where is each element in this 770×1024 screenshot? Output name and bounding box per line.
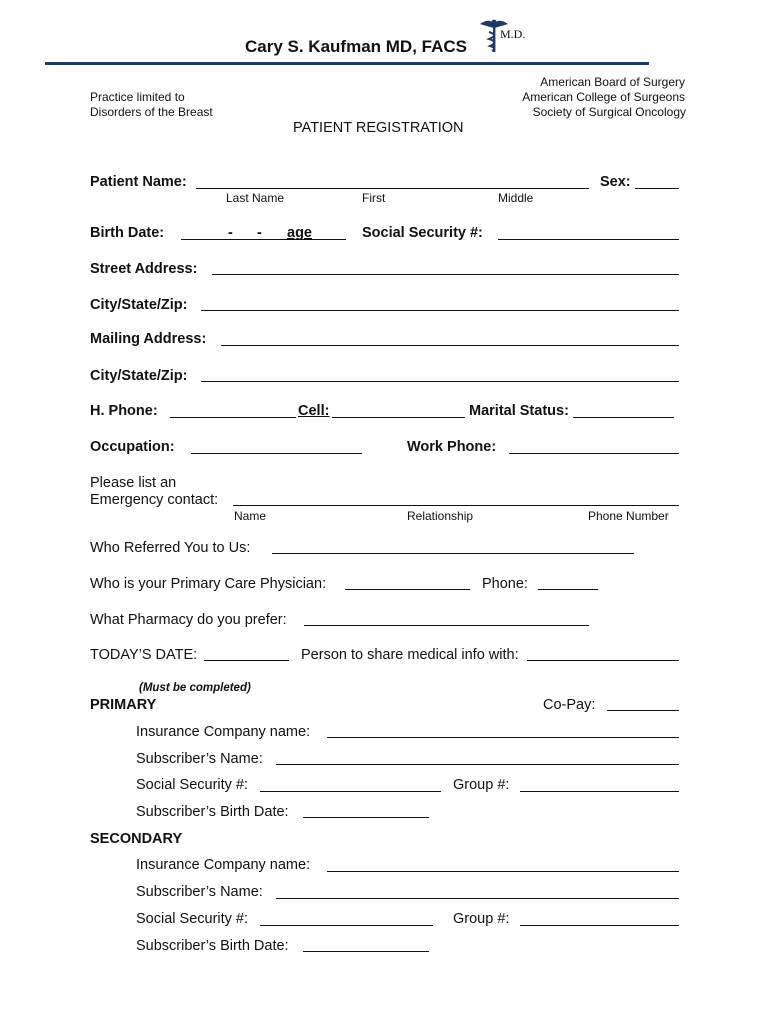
primary-birth-date-field[interactable] xyxy=(303,817,429,818)
todays-date-label: TODAY’S DATE: xyxy=(90,647,198,663)
city-state-zip-label: City/State/Zip: xyxy=(90,297,188,313)
secondary-group-label: Group #: xyxy=(453,911,510,927)
copay-field[interactable] xyxy=(607,710,679,711)
share-info-field[interactable] xyxy=(527,660,679,661)
emergency-contact-field[interactable] xyxy=(233,505,679,506)
must-be-completed-note: (Must be completed) xyxy=(139,682,251,694)
primary-ssn-label: Social Security #: xyxy=(136,777,249,793)
mailing-city-state-zip-label: City/State/Zip: xyxy=(90,368,188,384)
sub-label-phone-number: Phone Number xyxy=(588,509,669,523)
street-address-field[interactable] xyxy=(212,274,679,275)
secondary-birth-date-field[interactable] xyxy=(303,951,429,952)
practice-line-2: Disorders of the Breast xyxy=(90,105,213,119)
board-line-2: American College of Surgeons xyxy=(522,90,685,104)
emergency-label-line-2: Emergency contact: xyxy=(90,492,219,508)
primary-subscriber-field[interactable] xyxy=(276,764,679,765)
sub-label-last-name: Last Name xyxy=(226,191,285,205)
sub-label-relationship: Relationship xyxy=(407,509,474,523)
sub-label-first: First xyxy=(362,191,386,205)
emergency-label-line-1: Please list an xyxy=(90,475,177,491)
birth-date-field[interactable] xyxy=(181,239,346,240)
sub-label-name: Name xyxy=(234,509,267,523)
primary-ssn-field[interactable] xyxy=(260,791,441,792)
patient-name-label: Patient Name: xyxy=(90,174,187,190)
primary-care-physician-field[interactable] xyxy=(345,589,470,590)
birth-date-label: Birth Date: xyxy=(90,225,165,241)
birth-date-separators: - - xyxy=(228,225,262,241)
board-line-3: Society of Surgical Oncology xyxy=(532,105,686,119)
city-state-zip-field[interactable] xyxy=(201,310,679,311)
home-phone-field[interactable] xyxy=(170,417,296,418)
secondary-group-field[interactable] xyxy=(520,925,679,926)
home-phone-label: H. Phone: xyxy=(90,403,158,419)
occupation-label: Occupation: xyxy=(90,439,175,455)
pcp-phone-label: Phone: xyxy=(482,576,528,592)
primary-insurance-heading: PRIMARY xyxy=(90,697,157,713)
mailing-city-state-zip-field[interactable] xyxy=(201,381,679,382)
age-label: age xyxy=(287,225,312,241)
primary-subscriber-label: Subscriber’s Name: xyxy=(136,751,263,767)
patient-name-field[interactable] xyxy=(196,188,589,189)
copay-label: Co-Pay: xyxy=(543,697,596,713)
cell-label: Cell: xyxy=(298,403,330,419)
pharmacy-field[interactable] xyxy=(304,625,589,626)
cell-phone-field[interactable] xyxy=(332,417,465,418)
logo-md-text: M.D. xyxy=(500,27,526,41)
primary-birth-date-label: Subscriber’s Birth Date: xyxy=(136,804,289,820)
practice-line-1: Practice limited to xyxy=(90,90,185,104)
marital-status-field[interactable] xyxy=(573,417,674,418)
primary-group-field[interactable] xyxy=(520,791,679,792)
board-line-1: American Board of Surgery xyxy=(540,75,685,89)
doctor-name: Cary S. Kaufman MD, FACS xyxy=(245,37,467,56)
share-info-label: Person to share medical info with: xyxy=(301,647,519,663)
form-title: PATIENT REGISTRATION xyxy=(293,120,464,136)
secondary-ssn-field[interactable] xyxy=(260,925,433,926)
secondary-subscriber-field[interactable] xyxy=(276,898,679,899)
primary-care-physician-label: Who is your Primary Care Physician: xyxy=(90,576,327,592)
secondary-company-field[interactable] xyxy=(327,871,679,872)
referred-by-label: Who Referred You to Us: xyxy=(90,540,251,556)
referred-by-field[interactable] xyxy=(272,553,634,554)
occupation-field[interactable] xyxy=(191,453,362,454)
mailing-address-field[interactable] xyxy=(221,345,679,346)
secondary-insurance-heading: SECONDARY xyxy=(90,831,183,847)
pcp-phone-field[interactable] xyxy=(538,589,598,590)
marital-status-label: Marital Status: xyxy=(469,403,569,419)
sex-label: Sex: xyxy=(600,174,631,190)
sex-field[interactable] xyxy=(635,188,679,189)
work-phone-label: Work Phone: xyxy=(407,439,497,455)
secondary-company-label: Insurance Company name: xyxy=(136,857,311,873)
mailing-address-label: Mailing Address: xyxy=(90,331,207,347)
header-rule xyxy=(45,62,649,65)
primary-company-label: Insurance Company name: xyxy=(136,724,311,740)
secondary-subscriber-label: Subscriber’s Name: xyxy=(136,884,263,900)
primary-company-field[interactable] xyxy=(327,737,679,738)
sub-label-middle: Middle xyxy=(498,191,534,205)
ssn-field[interactable] xyxy=(498,239,679,240)
street-address-label: Street Address: xyxy=(90,261,198,277)
work-phone-field[interactable] xyxy=(509,453,679,454)
secondary-ssn-label: Social Security #: xyxy=(136,911,249,927)
secondary-birth-date-label: Subscriber’s Birth Date: xyxy=(136,938,289,954)
todays-date-field[interactable] xyxy=(204,660,289,661)
ssn-label: Social Security #: xyxy=(362,225,483,241)
pharmacy-label: What Pharmacy do you prefer: xyxy=(90,612,287,628)
primary-group-label: Group #: xyxy=(453,777,510,793)
